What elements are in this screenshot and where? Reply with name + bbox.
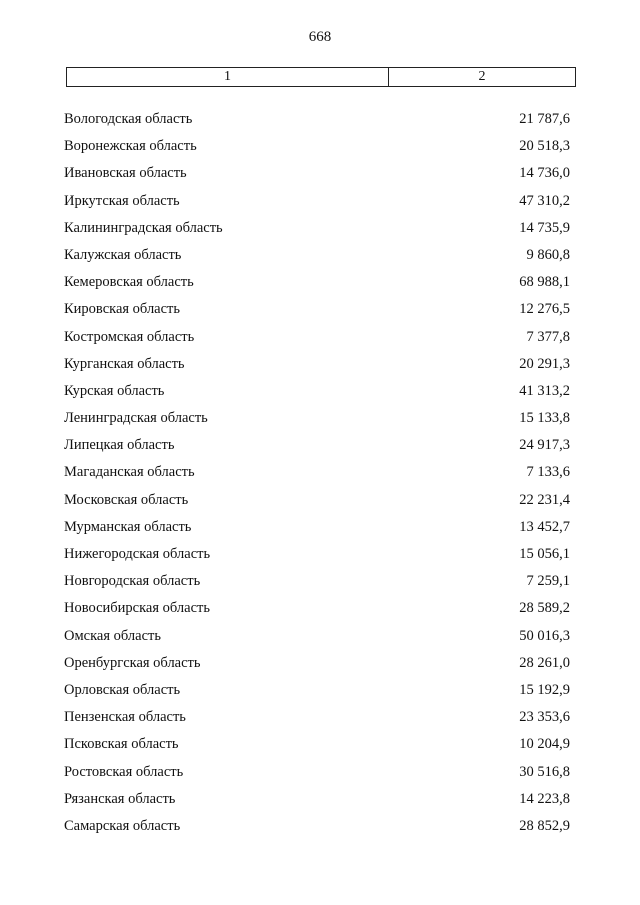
region-value: 22 231,4 (519, 491, 570, 508)
table-row (0, 165, 640, 192)
region-value: 15 056,1 (519, 546, 570, 562)
region-value: 50 016,3 (519, 627, 570, 644)
column-header-table (66, 67, 576, 87)
region-value: 28 589,2 (519, 600, 570, 617)
region-value: 7 259,1 (526, 573, 570, 590)
region-name: Магаданская область (64, 464, 195, 481)
region-name: Калининградская область (64, 219, 223, 236)
region-value: 68 988,1 (519, 274, 570, 291)
region-value: 14 735,9 (519, 219, 570, 236)
region-value: 13 452,7 (519, 518, 570, 535)
region-name: Вологодская область (64, 111, 193, 127)
table-row (0, 247, 640, 274)
table-row (0, 818, 640, 845)
region-value: 9 860,8 (526, 246, 570, 263)
region-name: Воронежская область (64, 138, 197, 155)
region-name: Калужская область (64, 246, 182, 263)
region-name: Мурманская область (64, 518, 192, 535)
table-row (0, 791, 640, 818)
table-row (0, 193, 640, 220)
region-value: 12 276,5 (519, 301, 570, 318)
region-value: 23 353,6 (519, 709, 570, 726)
page-number: 668 (308, 29, 332, 45)
region-name: Оренбургская область (64, 654, 201, 671)
region-value: 20 518,3 (519, 138, 570, 155)
table-row (0, 764, 640, 791)
region-list (0, 111, 640, 845)
region-value: 14 736,0 (519, 165, 570, 182)
region-value: 15 192,9 (519, 681, 570, 698)
region-name: Новосибирская область (64, 600, 210, 617)
table-row (0, 492, 640, 519)
region-name: Самарская область (64, 817, 181, 834)
region-name: Рязанская область (64, 790, 176, 807)
region-value: 21 787,6 (519, 111, 570, 127)
table-row (0, 111, 640, 138)
region-name: Псковская область (64, 736, 179, 753)
region-value: 10 204,9 (519, 736, 570, 753)
table-row (0, 682, 640, 709)
table-row (0, 709, 640, 736)
region-value: 30 516,8 (519, 763, 570, 780)
region-value: 14 223,8 (519, 790, 570, 807)
table-row (0, 220, 640, 247)
region-name: Пензенская область (64, 709, 186, 726)
table-row (0, 573, 640, 600)
region-value: 47 310,2 (519, 192, 570, 209)
region-name: Липецкая область (64, 437, 175, 454)
region-name: Кемеровская область (64, 274, 194, 291)
table-row (0, 437, 640, 464)
table-row (0, 464, 640, 491)
region-name: Ленинградская область (64, 410, 208, 427)
table-row (0, 519, 640, 546)
region-name: Курганская область (64, 355, 185, 372)
region-name: Ростовская область (64, 763, 184, 780)
column-header-2: 2 (478, 69, 486, 84)
region-name: Новгородская область (64, 573, 201, 590)
table-row (0, 356, 640, 383)
region-name: Орловская область (64, 681, 181, 698)
region-value: 7 377,8 (526, 328, 570, 345)
region-name: Кировская область (64, 301, 181, 318)
table-row (0, 628, 640, 655)
region-name: Иркутская область (64, 192, 180, 209)
table-row (0, 546, 640, 573)
region-name: Нижегородская область (64, 546, 211, 562)
region-value: 20 291,3 (519, 355, 570, 372)
region-name: Московская область (64, 491, 189, 508)
table-row (0, 600, 640, 627)
table-row (0, 274, 640, 301)
table-row (0, 655, 640, 682)
region-value: 15 133,8 (519, 410, 570, 427)
region-name: Курская область (64, 382, 165, 399)
table-row (0, 138, 640, 165)
region-value: 7 133,6 (526, 464, 570, 481)
region-value: 28 852,9 (519, 817, 570, 834)
table-row (0, 410, 640, 437)
region-value: 41 313,2 (519, 382, 570, 399)
region-value: 28 261,0 (519, 654, 570, 671)
region-value: 24 917,3 (519, 437, 570, 454)
region-name: Костромская область (64, 328, 195, 345)
table-row (0, 736, 640, 763)
column-header-1: 1 (67, 68, 389, 86)
table-row (0, 301, 640, 328)
region-name: Омская область (64, 627, 161, 644)
table-row (0, 383, 640, 410)
table-row (0, 329, 640, 356)
region-name: Ивановская область (64, 165, 187, 182)
